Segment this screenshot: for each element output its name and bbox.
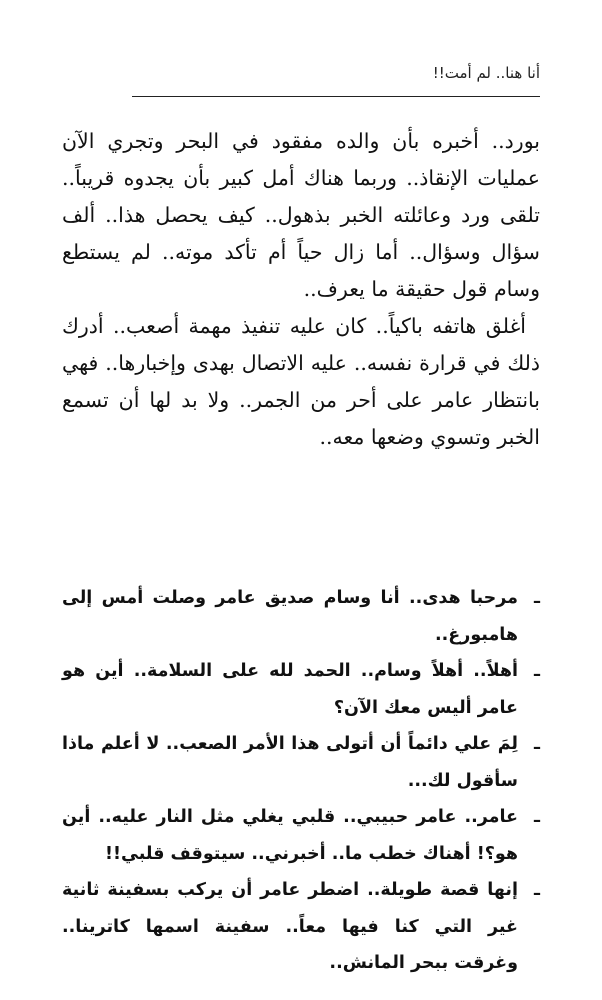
- dialogue-dash: ـ: [534, 734, 540, 754]
- narrative-text: [62, 123, 540, 456]
- dialogue-line: [62, 872, 540, 982]
- dialogue-text: أهلاً.. أهلاً وسام.. الحمد لله على السلامة.. أين هو عامر أليس معك الآن؟: [62, 661, 518, 718]
- dialogue-dash: ـ: [534, 807, 540, 827]
- dialogue-dash: ـ: [534, 880, 540, 900]
- dialogue-line: [62, 653, 540, 726]
- dialogue-block: [62, 580, 540, 982]
- header-divider: [132, 96, 540, 97]
- dialogue-line: [62, 799, 540, 872]
- dialogue-dash: ـ: [534, 588, 540, 608]
- paragraph-2: أغلق هاتفه باكياً.. كان عليه تنفيذ مهمة أصعب.. أدرك ذلك في قرارة نفسه.. عليه الاتصال بهدى وإخبارها.. فهي بانتظار عامر على أحر من الجمر.. ولا بد لها أن تسمع الخبر وتسوي وضعها معه..: [62, 314, 540, 449]
- dialogue-dash: ـ: [534, 661, 540, 681]
- dialogue-line: [62, 580, 540, 653]
- dialogue-text: عامر.. عامر حبيبي.. قلبي يغلي مثل النار عليه.. أين هو؟! أهناك خطب ما.. أخبرني.. سيتوقف قلبي!!: [62, 807, 518, 864]
- dialogue-text: لِمَ علي دائماً أن أتولى هذا الأمر الصعب.. لا أعلم ماذا سأقول لك...: [62, 734, 518, 791]
- running-header-title: أنا هنا.. لم أمت!!: [432, 64, 540, 82]
- dialogue-line: [62, 726, 540, 799]
- dialogue-text: مرحبا هدى.. أنا وسام صديق عامر وصلت أمس إلى هامبورغ..: [62, 588, 518, 645]
- paragraph-1: بورد.. أخبره بأن والده مفقود في البحر وتجري الآن عمليات الإنقاذ.. وربما هناك أمل كبير بأن يجدوه قريباً.. تلقى ورد وعائلته الخبر بذهول.. كيف يحصل هذا.. ألف سؤال وسؤال.. أما زال حياً أم تأكد موته.. لم يستطع وسام قول حقيقة ما يعرف..: [62, 129, 540, 301]
- dialogue-text: إنها قصة طويلة.. اضطر عامر أن يركب بسفينة ثانية غير التي كنا فيها معاً.. سفينة اسمها كاترينا.. وغرقت ببحر المانش..: [62, 880, 518, 973]
